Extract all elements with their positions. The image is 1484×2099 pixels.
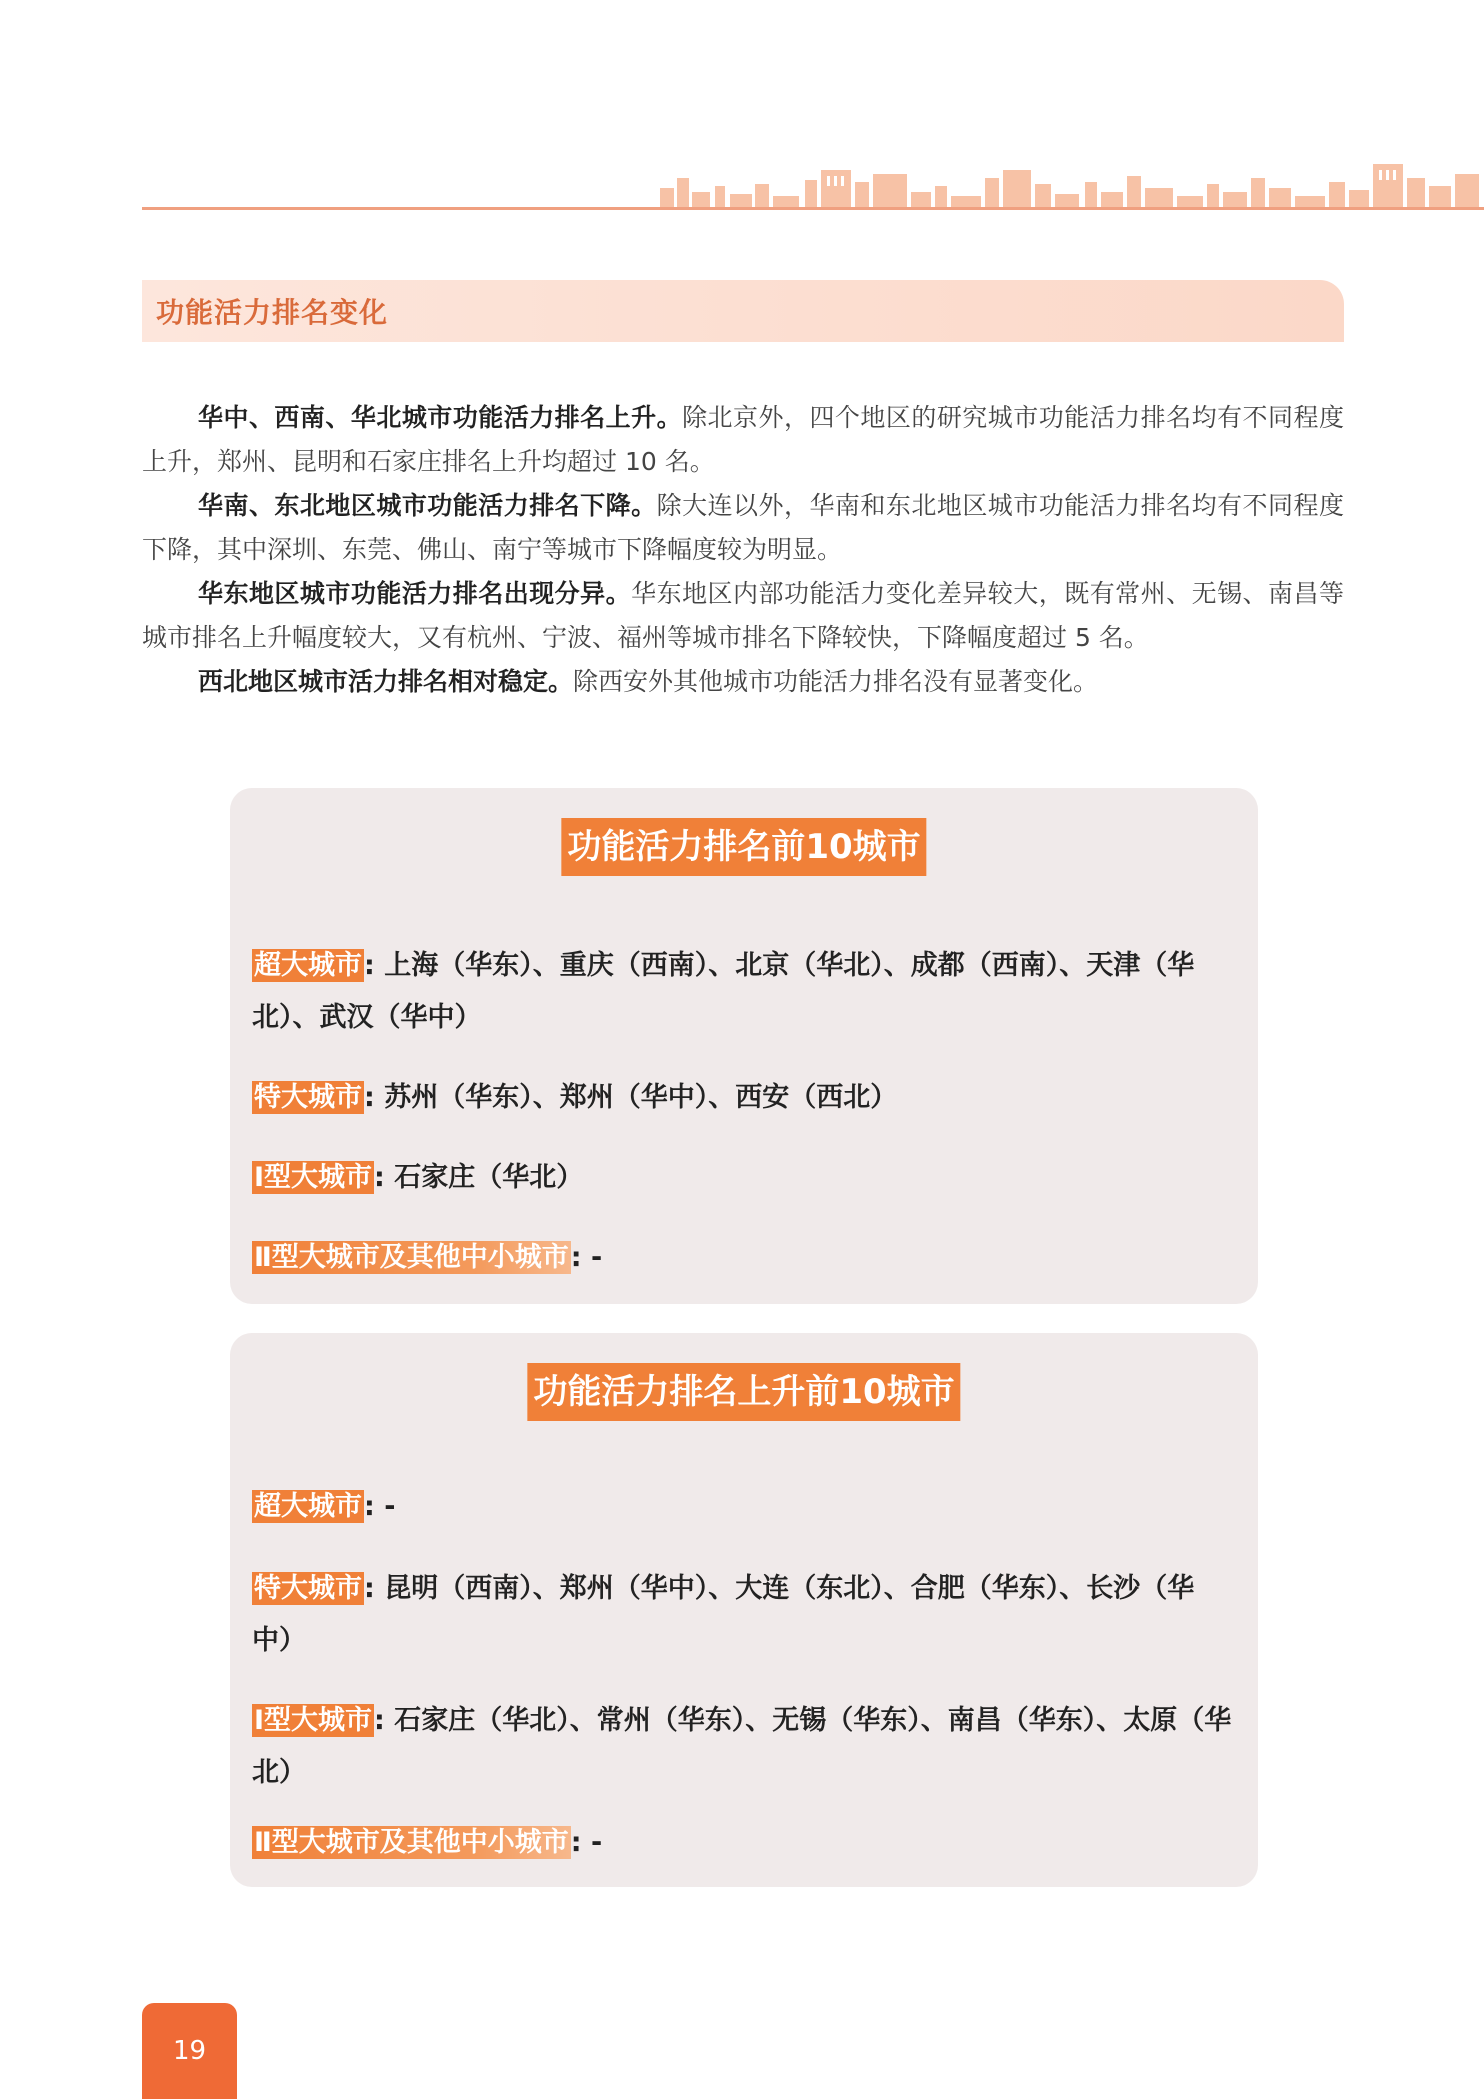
body-text	[142, 396, 1344, 704]
category-colon: :	[374, 1705, 385, 1736]
header-divider	[142, 207, 1484, 210]
category-cities: -	[581, 1827, 603, 1858]
category-tag: 超大城市	[254, 950, 362, 981]
category-cities: 上海（华东）、重庆（西南）、北京（华北）、成都（西南）、天津（华北）、武汉（华中）	[252, 950, 1195, 1033]
card-title: 功能活力排名前10城市	[561, 818, 926, 876]
category-tag: Ⅱ型大城市及其他中小城市	[254, 1827, 569, 1858]
paragraph-lead: 华南、东北地区城市功能活力排名下降。	[198, 491, 657, 520]
paragraph-text: 除北京外，四个地区的研究城市功能活力排名均有不同程度上升，郑州、昆明和石家庄排名上升均超过 10 名。	[142, 403, 1344, 476]
category-colon: :	[364, 1082, 375, 1113]
page-number: 19	[142, 2003, 237, 2099]
category-colon: :	[570, 1242, 582, 1273]
category-colon: :	[364, 1491, 375, 1522]
category-tag: Ⅰ型大城市	[254, 1705, 373, 1736]
category-cities: 石家庄（华北）	[384, 1162, 584, 1193]
category-colon: :	[364, 950, 375, 981]
category-colon: :	[364, 1573, 375, 1604]
paragraph-lead: 华中、西南、华北城市功能活力排名上升。	[198, 403, 683, 432]
city-category-row	[252, 1232, 1232, 1284]
paragraph	[142, 572, 1344, 660]
category-cities: 昆明（西南）、郑州（华中）、大连（东北）、合肥（华东）、长沙（华中）	[252, 1573, 1195, 1656]
category-cities: -	[374, 1491, 396, 1522]
top10-cities-card	[230, 788, 1258, 1304]
paragraph-text: 除大连以外，华南和东北地区城市功能活力排名均有不同程度下降，其中深圳、东莞、佛山、南宁等城市下降幅度较为明显。	[142, 491, 1344, 564]
paragraph-lead: 西北地区城市活力排名相对稳定。	[198, 667, 574, 696]
paragraph-lead: 华东地区城市功能活力排名出现分异。	[198, 579, 632, 608]
rise-top10-cities-card	[230, 1333, 1258, 1887]
category-tag: 超大城市	[254, 1491, 362, 1522]
category-colon: :	[374, 1162, 385, 1193]
section-banner	[142, 280, 1344, 342]
category-tag: 特大城市	[254, 1082, 362, 1113]
category-colon: :	[570, 1827, 582, 1858]
category-cities: 石家庄（华北）、常州（华东）、无锡（华东）、南昌（华东）、太原（华北）	[252, 1705, 1232, 1788]
section-title: 功能活力排名变化	[156, 296, 389, 329]
city-category-row	[252, 940, 1232, 1044]
city-category-row	[252, 1563, 1232, 1667]
paragraph-text: 华东地区内部功能活力变化差异较大，既有常州、无锡、南昌等城市排名上升幅度较大，又有杭州、宁波、福州等城市排名下降较快，下降幅度超过 5 名。	[142, 579, 1344, 652]
paragraph	[142, 660, 1344, 704]
city-category-row	[252, 1817, 1232, 1869]
paragraph-text: 除西安外其他城市功能活力排名没有显著变化。	[573, 667, 1099, 696]
category-tag: Ⅱ型大城市及其他中小城市	[254, 1242, 569, 1273]
category-cities: 苏州（华东）、郑州（华中）、西安（西北）	[374, 1082, 898, 1113]
paragraph	[142, 484, 1344, 572]
city-category-row	[252, 1695, 1232, 1799]
category-tag: Ⅰ型大城市	[254, 1162, 373, 1193]
category-cities: -	[581, 1242, 603, 1273]
city-category-row	[252, 1152, 1232, 1204]
city-category-row	[252, 1072, 1232, 1124]
city-category-row	[252, 1481, 1232, 1533]
city-skyline-illustration	[655, 148, 1484, 208]
category-tag: 特大城市	[254, 1573, 362, 1604]
paragraph	[142, 396, 1344, 484]
card-title: 功能活力排名上升前10城市	[527, 1363, 960, 1421]
